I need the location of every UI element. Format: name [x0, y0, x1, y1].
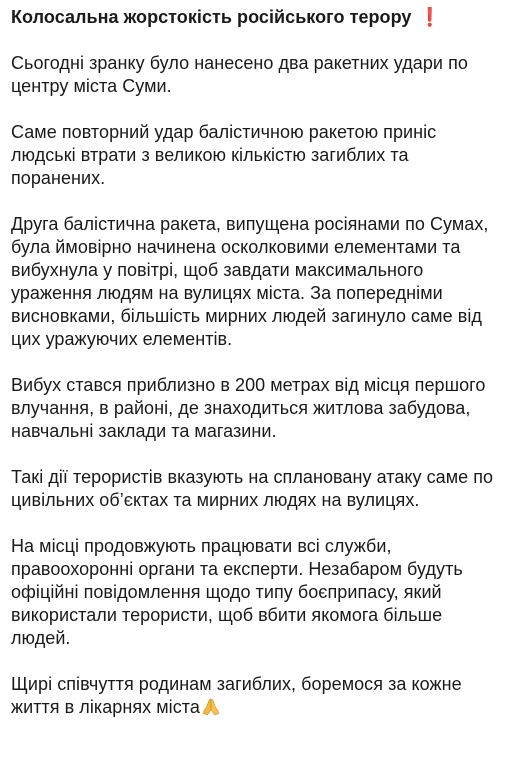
paragraph-1: Сьогодні зранку було нанесено два ракетних удари по центру міста Суми. — [11, 53, 468, 96]
folded-hands-icon — [201, 696, 221, 716]
paragraph-2: Саме повторний удар балістичною ракетою приніс людські втрати з великою кількістю загиблих та поранених. — [11, 122, 437, 188]
closing-text: Щирі співчуття родинам загиблих, боремося за кожне життя в лікарнях міста — [11, 674, 462, 717]
closing-paragraph — [11, 673, 501, 719]
paragraph-3: Друга балістична ракета, випущена росіянами по Сумах, була ймовірно начинена осколковими елементами та вибухнула у повітрі, щоб завдати максимального ураження людям на вулицях міста. За попередніми висновками, більшість мирних людей загинуло саме від цих уражуючих елементів. — [11, 214, 489, 349]
post-title-text: Колосальна жорстокість російського терору — [11, 7, 412, 27]
exclamation-icon: ❗ — [418, 7, 441, 27]
post-title — [11, 6, 501, 29]
paragraph-4: Вибух стався приблизно в 200 метрах від місця першого влучання, в районі, де знаходиться житлова забудова, навчальні заклади та магазини. — [11, 375, 486, 441]
paragraph-5: Такі дії терористів вказують на сплановану атаку саме по цивільних об’єктах та мирних людях на вулицях. — [11, 467, 494, 510]
paragraph-6: На місці продовжують працювати всі служби, правоохоронні органи та експерти. Незабаром будуть офіційні повідомлення щодо типу боєприпасу, який використали терористи, щоб вбити якомога більше людей. — [11, 536, 463, 648]
